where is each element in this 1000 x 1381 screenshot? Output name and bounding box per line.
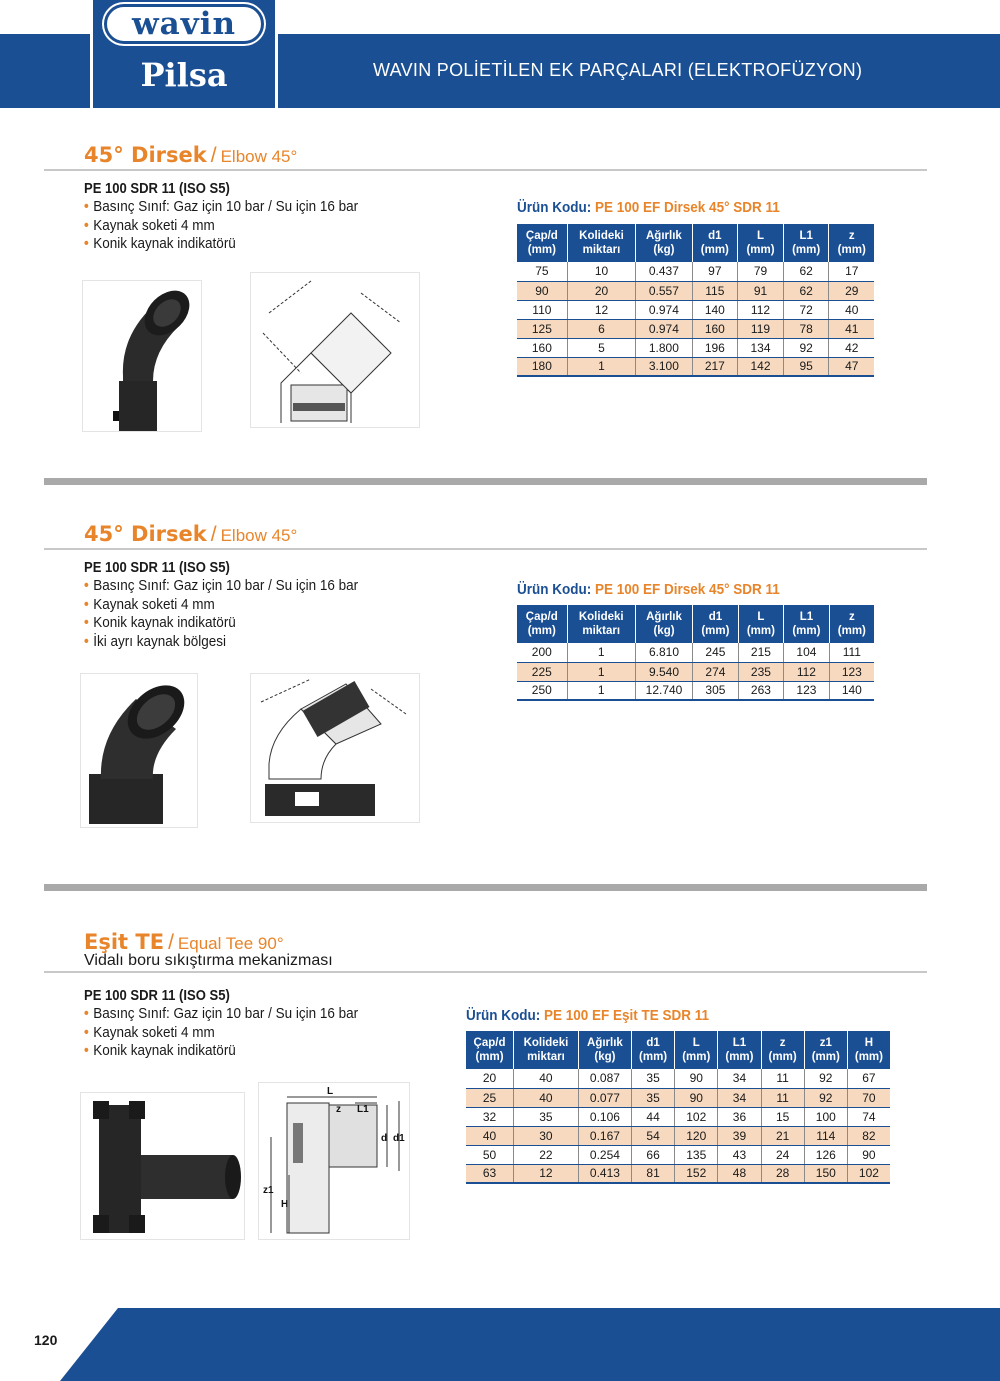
table-row (466, 1145, 890, 1164)
table-cell: 62 (783, 281, 829, 300)
table-cell: 24 (761, 1145, 804, 1164)
table-cell: 40 (829, 300, 874, 319)
large-elbow-drawing (250, 673, 420, 823)
table-cell: 91 (738, 281, 784, 300)
table-row (517, 281, 874, 300)
table-cell: 112 (784, 662, 830, 681)
table-cell: 274 (693, 662, 739, 681)
table-cell: 0.077 (578, 1088, 631, 1107)
tee-photo (80, 1092, 245, 1240)
table-cell: 95 (783, 357, 829, 376)
table-cell: 90 (675, 1088, 718, 1107)
brand-logo (90, 0, 278, 108)
table-cell: 1.800 (636, 338, 692, 357)
table-cell: 200 (517, 643, 567, 662)
table-cell: 12 (514, 1164, 579, 1183)
column-header: z (mm) (829, 605, 874, 643)
large-elbow-photo (80, 673, 198, 828)
table-row (517, 662, 874, 681)
table-row (517, 319, 874, 338)
column-header: z (mm) (761, 1031, 804, 1069)
feature-item: • Konik kaynak indikatörü (84, 614, 236, 631)
table-cell: 90 (847, 1145, 890, 1164)
table-cell: 92 (804, 1069, 847, 1088)
column-header: Kolideki miktarı (514, 1031, 579, 1069)
table-cell: 119 (738, 319, 784, 338)
page-number: 120 (34, 1332, 58, 1348)
table-cell: 0.974 (636, 319, 692, 338)
table-cell: 81 (632, 1164, 675, 1183)
table-cell: 41 (829, 319, 874, 338)
column-header: Çap/d (mm) (466, 1031, 514, 1069)
spec-list (84, 988, 389, 1061)
column-header: Çap/d (mm) (517, 605, 567, 643)
table-cell: 82 (847, 1126, 890, 1145)
table-cell: 15 (761, 1107, 804, 1126)
table-cell: 115 (692, 281, 738, 300)
elbow-drawing (250, 272, 420, 428)
table-row (466, 1069, 890, 1088)
table-cell: 196 (692, 338, 738, 357)
table-header-row (517, 605, 874, 643)
column-header: L (mm) (738, 605, 784, 643)
feature-item: • Konik kaynak indikatörü (84, 1042, 236, 1059)
column-header: L1 (mm) (783, 224, 829, 262)
column-header: d1 (mm) (693, 605, 739, 643)
table-cell: 1 (567, 681, 635, 700)
table-cell: 125 (517, 319, 567, 338)
product-code: Ürün Kodu: PE 100 EF Dirsek 45° SDR 11 (517, 199, 780, 216)
table-cell: 74 (847, 1107, 890, 1126)
table-cell: 102 (675, 1107, 718, 1126)
table-cell: 97 (692, 262, 738, 281)
dim-d: d (381, 1133, 388, 1144)
product-table (517, 224, 874, 377)
feature-item: • Kaynak soketi 4 mm (84, 216, 215, 234)
feature-item: • Kaynak soketi 4 mm (84, 595, 215, 613)
table-cell: 180 (517, 357, 567, 376)
table-cell: 150 (804, 1164, 847, 1183)
section-rule (44, 971, 927, 973)
table-row (517, 338, 874, 357)
column-header: Ağırlık (kg) (578, 1031, 631, 1069)
table-cell: 12 (567, 300, 636, 319)
standard-label: PE 100 SDR 11 (ISO S5) (84, 181, 230, 197)
product-code: Ürün Kodu: PE 100 EF Eşit TE SDR 11 (466, 1007, 710, 1024)
table-cell: 25 (466, 1088, 514, 1107)
table-cell: 79 (738, 262, 784, 281)
table-cell: 40 (514, 1088, 579, 1107)
section-divider (44, 884, 927, 891)
table-cell: 11 (761, 1088, 804, 1107)
column-header: L1 (mm) (718, 1031, 761, 1069)
table-cell: 1 (567, 643, 635, 662)
table-cell: 48 (718, 1164, 761, 1183)
table-cell: 0.254 (578, 1145, 631, 1164)
table-cell: 34 (718, 1069, 761, 1088)
column-header: d1 (mm) (692, 224, 738, 262)
dim-L: L (327, 1086, 334, 1097)
table-cell: 75 (517, 262, 567, 281)
dim-z1: z1 (263, 1185, 274, 1196)
table-cell: 0.167 (578, 1126, 631, 1145)
table-cell: 263 (738, 681, 784, 700)
standard-label: PE 100 SDR 11 (ISO S5) (84, 560, 230, 576)
table-cell: 43 (718, 1145, 761, 1164)
table-cell: 160 (692, 319, 738, 338)
table-cell: 305 (693, 681, 739, 700)
column-header: z1 (mm) (804, 1031, 847, 1069)
table-cell: 54 (632, 1126, 675, 1145)
table-cell: 17 (829, 262, 874, 281)
table-cell: 12.740 (635, 681, 692, 700)
table-cell: 0.413 (578, 1164, 631, 1183)
column-header: d1 (mm) (632, 1031, 675, 1069)
section-title-tr: 45° Dirsek (84, 522, 207, 546)
page-header-title: WAVIN POLİETİLEN EK PARÇALARI (ELEKTROFÜZYON) (373, 60, 863, 80)
feature-item: • Konik kaynak indikatörü (84, 235, 236, 252)
table-cell: 245 (693, 643, 739, 662)
feature-item: • Kaynak soketi 4 mm (84, 1023, 215, 1041)
table-cell: 20 (567, 281, 636, 300)
table-cell: 126 (804, 1145, 847, 1164)
table-row (517, 357, 874, 376)
table-cell: 90 (517, 281, 567, 300)
section-title-tr: 45° Dirsek (84, 143, 207, 167)
table-cell: 0.974 (636, 300, 692, 319)
table-cell: 11 (761, 1069, 804, 1088)
table-cell: 30 (514, 1126, 579, 1145)
dim-z: z (336, 1104, 341, 1115)
table-cell: 0.087 (578, 1069, 631, 1088)
table-cell: 120 (675, 1126, 718, 1145)
tee-drawing (258, 1082, 410, 1240)
table-cell: 78 (783, 319, 829, 338)
table-cell: 22 (514, 1145, 579, 1164)
table-cell: 63 (466, 1164, 514, 1183)
table-cell: 215 (738, 643, 784, 662)
table-cell: 140 (829, 681, 874, 700)
table-cell: 39 (718, 1126, 761, 1145)
table-cell: 10 (567, 262, 636, 281)
table-cell: 40 (466, 1126, 514, 1145)
table-cell: 62 (783, 262, 829, 281)
feature-item: • Basınç Sınıf: Gaz için 10 bar / Su için 16 bar (84, 577, 359, 594)
table-row (466, 1126, 890, 1145)
section-title-en: Equal Tee 90° (177, 934, 284, 953)
table-header-row (517, 224, 874, 262)
table-cell: 250 (517, 681, 567, 700)
table-cell: 70 (847, 1088, 890, 1107)
table-cell: 35 (632, 1088, 675, 1107)
spec-list (84, 560, 389, 651)
table-cell: 66 (632, 1145, 675, 1164)
table-row (466, 1164, 890, 1183)
table-cell: 225 (517, 662, 567, 681)
table-cell: 1 (567, 357, 636, 376)
dim-d1: d1 (393, 1133, 405, 1144)
table-cell: 44 (632, 1107, 675, 1126)
table-cell: 72 (783, 300, 829, 319)
table-cell: 142 (738, 357, 784, 376)
table-cell: 134 (738, 338, 784, 357)
dim-H: H (281, 1199, 289, 1210)
section-title: 45° Dirsek / Elbow 45° (84, 143, 298, 167)
table-header-row (466, 1031, 890, 1069)
table-cell: 9.540 (635, 662, 692, 681)
table-cell: 42 (829, 338, 874, 357)
table-cell: 67 (847, 1069, 890, 1088)
table-cell: 29 (829, 281, 874, 300)
footer-band (0, 1308, 1000, 1381)
wavin-logo: wavin (104, 4, 264, 44)
table-cell: 92 (783, 338, 829, 357)
table-row (466, 1107, 890, 1126)
table-cell: 235 (738, 662, 784, 681)
table-cell: 100 (804, 1107, 847, 1126)
table-cell: 110 (517, 300, 567, 319)
table-row (517, 300, 874, 319)
table-cell: 160 (517, 338, 567, 357)
column-header: Ağırlık (kg) (636, 224, 692, 262)
spec-list (84, 181, 389, 254)
section-title: Eşit TE / Equal Tee 90° (84, 930, 284, 954)
table-cell: 5 (567, 338, 636, 357)
table-cell: 35 (514, 1107, 579, 1126)
table-cell: 92 (804, 1088, 847, 1107)
section-rule (44, 548, 927, 550)
section-rule (44, 169, 927, 171)
table-cell: 50 (466, 1145, 514, 1164)
table-cell: 152 (675, 1164, 718, 1183)
table-cell: 135 (675, 1145, 718, 1164)
column-header: Kolideki miktarı (567, 224, 636, 262)
column-header: Ağırlık (kg) (635, 605, 692, 643)
column-header: Kolideki miktarı (567, 605, 635, 643)
feature-item: • İki ayrı kaynak bölgesi (84, 632, 227, 650)
product-table (466, 1031, 890, 1184)
table-cell: 28 (761, 1164, 804, 1183)
table-row (517, 681, 874, 700)
product-table (517, 605, 874, 701)
product-code: Ürün Kodu: PE 100 EF Dirsek 45° SDR 11 (517, 581, 780, 598)
standard-label: PE 100 SDR 11 (ISO S5) (84, 988, 230, 1004)
section-title: 45° Dirsek / Elbow 45° (84, 522, 298, 546)
table-cell: 102 (847, 1164, 890, 1183)
feature-item: • Basınç Sınıf: Gaz için 10 bar / Su için 16 bar (84, 198, 359, 215)
table-cell: 112 (738, 300, 784, 319)
column-header: Çap/d (mm) (517, 224, 567, 262)
table-cell: 123 (829, 662, 874, 681)
section-subtitle: Vidalı boru sıkıştırma mekanizması (84, 952, 333, 969)
table-cell: 1 (567, 662, 635, 681)
dim-L1: L1 (357, 1104, 369, 1115)
table-cell: 0.437 (636, 262, 692, 281)
column-header: L (mm) (675, 1031, 718, 1069)
feature-item: • Basınç Sınıf: Gaz için 10 bar / Su için 16 bar (84, 1005, 359, 1022)
column-header: H (mm) (847, 1031, 890, 1069)
section-divider (44, 478, 927, 485)
table-cell: 104 (784, 643, 830, 662)
pilsa-logo: Pilsa (140, 56, 228, 94)
table-cell: 6 (567, 319, 636, 338)
elbow-photo (82, 280, 202, 432)
table-cell: 47 (829, 357, 874, 376)
table-row (517, 262, 874, 281)
table-row (466, 1088, 890, 1107)
table-cell: 21 (761, 1126, 804, 1145)
table-cell: 0.106 (578, 1107, 631, 1126)
section-title-tr: Eşit TE (84, 930, 165, 954)
table-cell: 40 (514, 1069, 579, 1088)
table-cell: 90 (675, 1069, 718, 1088)
table-cell: 6.810 (635, 643, 692, 662)
table-cell: 32 (466, 1107, 514, 1126)
table-cell: 35 (632, 1069, 675, 1088)
table-cell: 140 (692, 300, 738, 319)
table-cell: 114 (804, 1126, 847, 1145)
table-row (517, 643, 874, 662)
column-header: L (mm) (738, 224, 784, 262)
table-cell: 217 (692, 357, 738, 376)
section-title-en: Elbow 45° (220, 526, 298, 545)
table-cell: 0.557 (636, 281, 692, 300)
table-cell: 123 (784, 681, 830, 700)
section-title-en: Elbow 45° (220, 147, 298, 166)
column-header: z (mm) (829, 224, 874, 262)
column-header: L1 (mm) (784, 605, 830, 643)
table-cell: 36 (718, 1107, 761, 1126)
table-cell: 3.100 (636, 357, 692, 376)
table-cell: 111 (829, 643, 874, 662)
table-cell: 34 (718, 1088, 761, 1107)
table-cell: 20 (466, 1069, 514, 1088)
